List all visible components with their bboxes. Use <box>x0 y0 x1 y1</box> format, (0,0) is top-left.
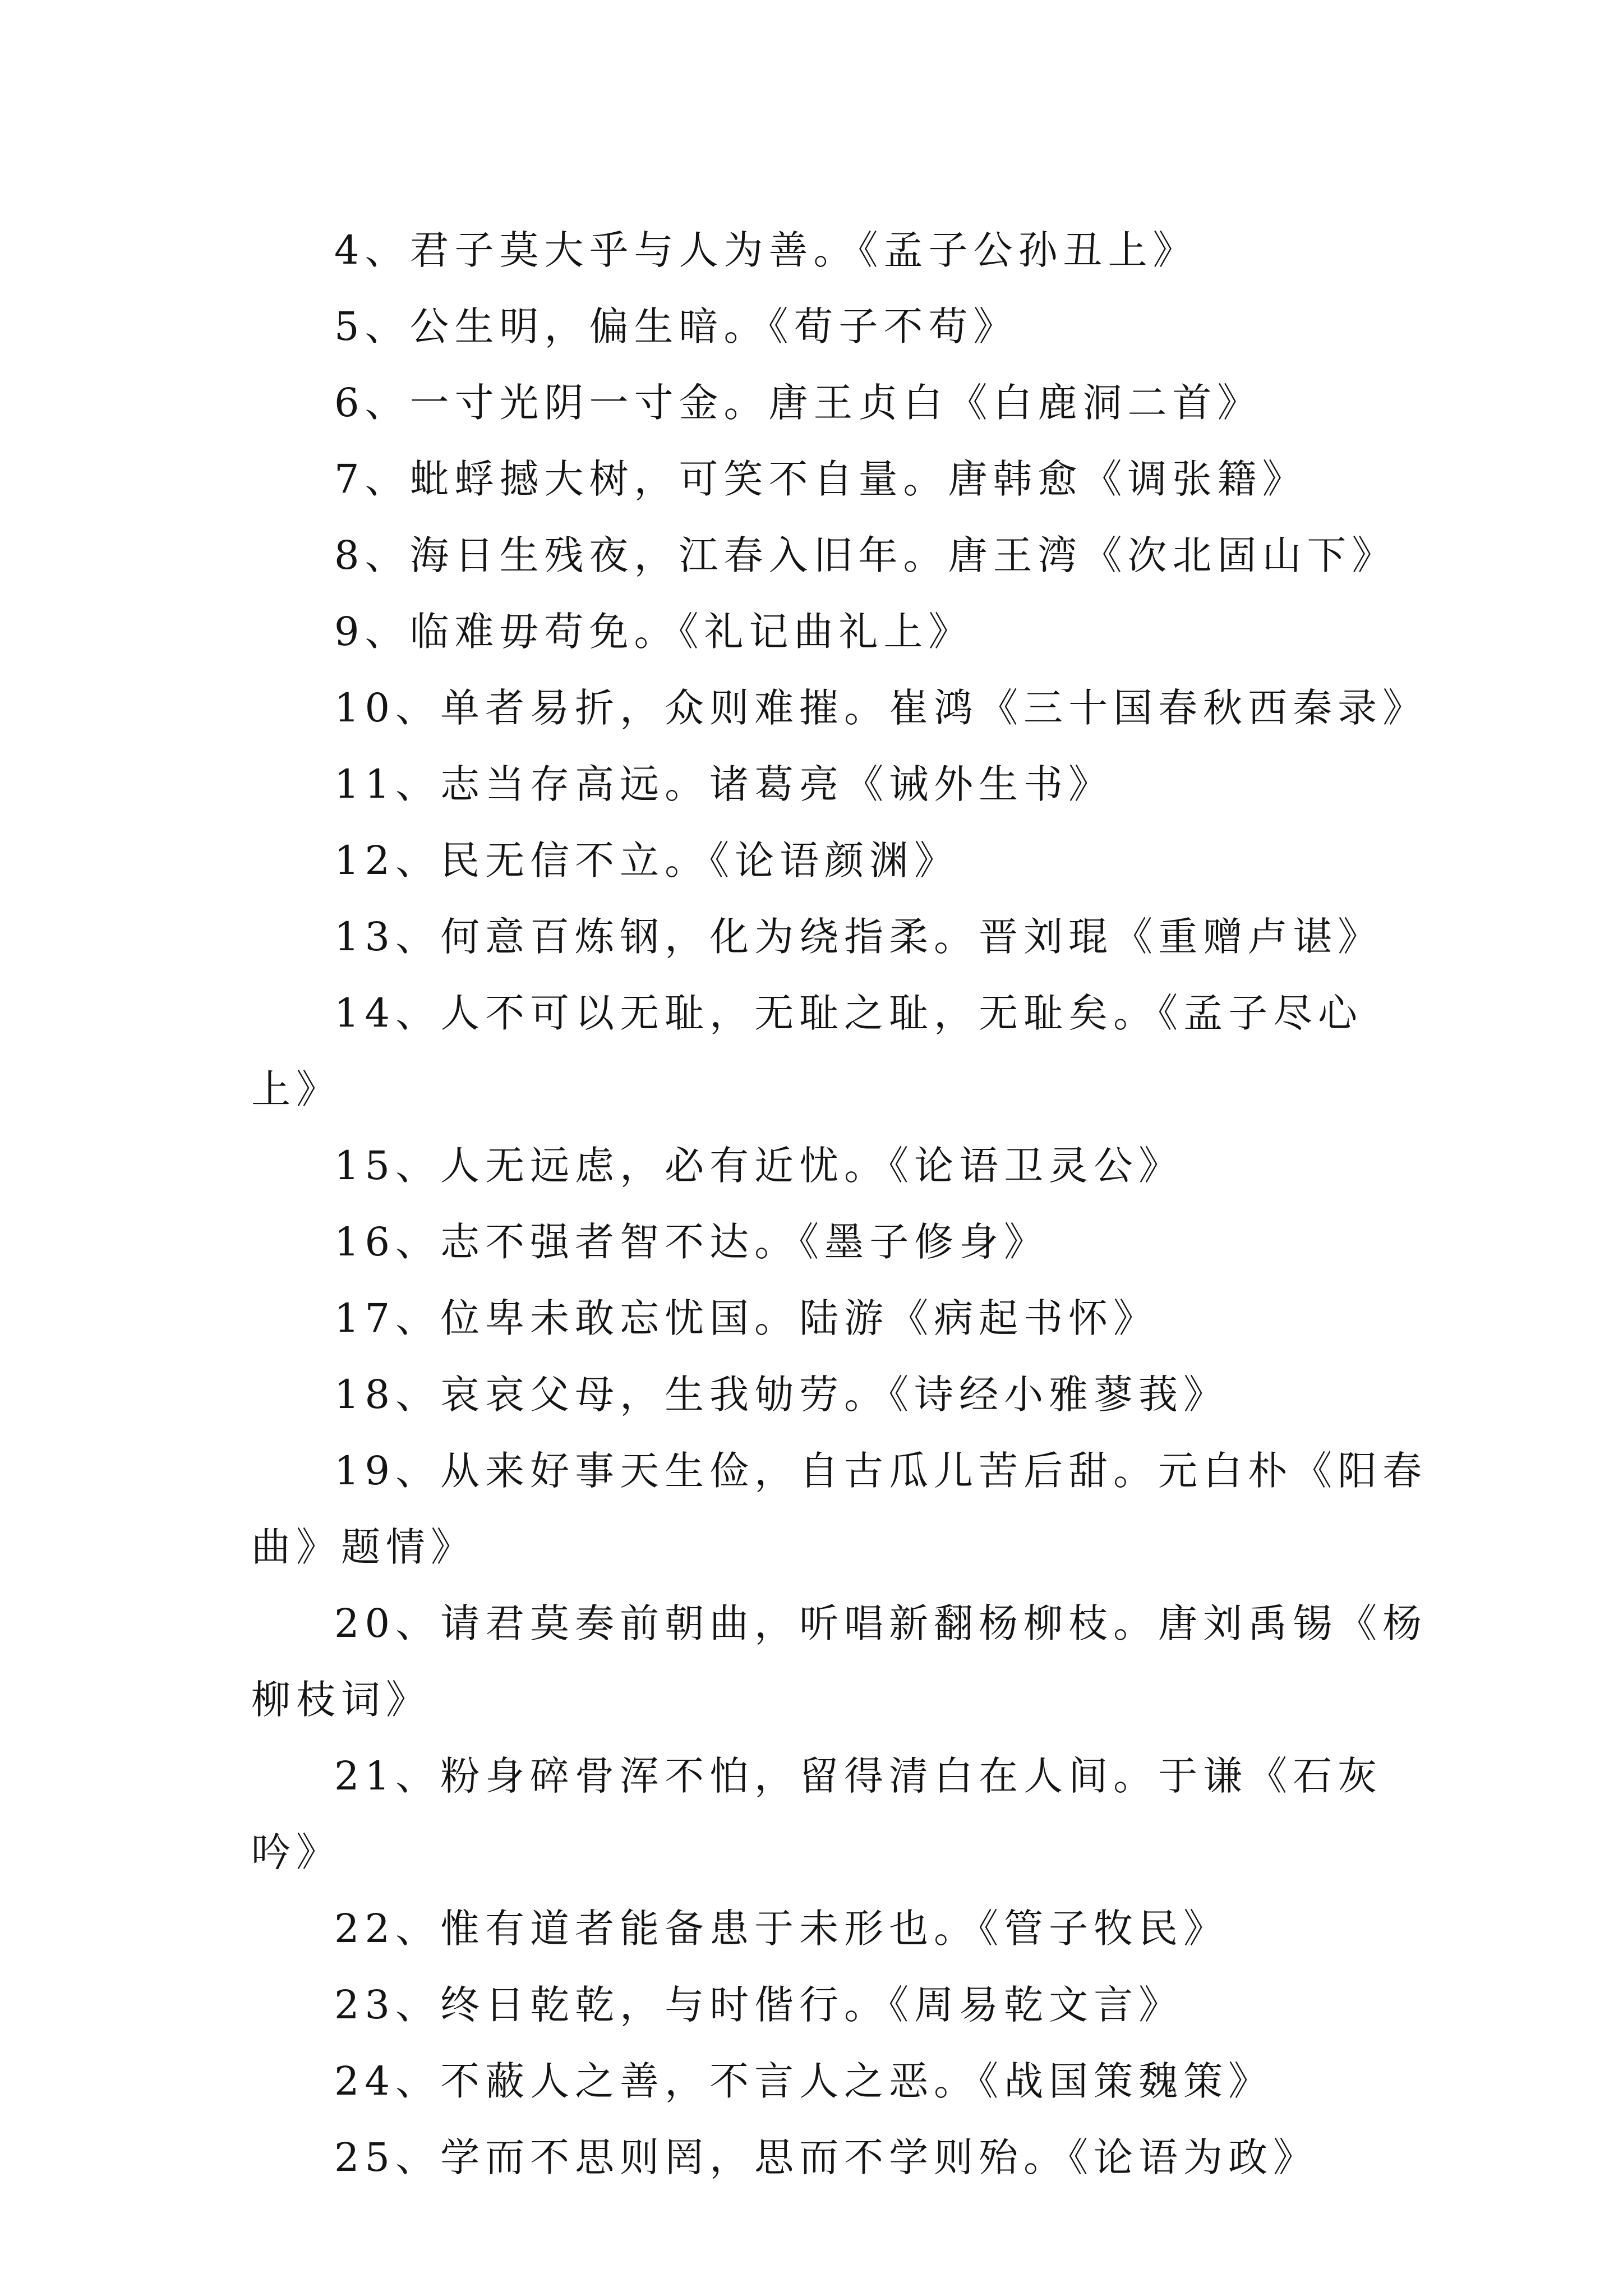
quote-item: 19、从来好事天生俭，自古瓜儿苦后甜。元白朴《阳春曲》题情》 <box>251 1448 1428 1570</box>
quote-item: 17、位卑未敢忘忧国。陆游《病起书怀》 <box>334 1295 1159 1341</box>
quote-item: 6、一寸光阴一寸金。唐王贞白《白鹿洞二首》 <box>334 380 1262 426</box>
quote-item: 13、何意百炼钢，化为绕指柔。晋刘琨《重赠卢谌》 <box>334 914 1383 960</box>
quote-item: 8、海日生残夜，江春入旧年。唐王湾《次北固山下》 <box>334 532 1397 578</box>
quote-item: 25、学而不思则罔，思而不学则殆。《论语为政》 <box>334 2134 1318 2180</box>
quote-item: 20、请君莫奏前朝曲，听唱新翻杨柳枝。唐刘禹锡《杨柳枝词》 <box>251 1600 1428 1723</box>
quote-item: 21、粉身碎骨浑不怕，留得清白在人间。于谦《石灰吟》 <box>251 1753 1383 1875</box>
quote-item: 9、临难毋苟免。《礼记曲礼上》 <box>334 609 974 655</box>
quote-item: 14、人不可以无耻，无耻之耻，无耻矣。《孟子尽心上》 <box>251 990 1363 1112</box>
quote-item: 16、志不强者智不达。《墨子修身》 <box>334 1219 1049 1265</box>
quote-item: 12、民无信不立。《论语颜渊》 <box>334 838 960 884</box>
quote-item: 10、单者易折，众则难摧。崔鸿《三十国春秋西秦录》 <box>334 685 1428 731</box>
quote-item: 5、公生明，偏生暗。《荀子不苟》 <box>334 303 1018 349</box>
quote-item: 4、君子莫大乎与人为善。《孟子公孙丑上》 <box>334 227 1198 273</box>
quote-list <box>251 212 1429 2196</box>
quote-item: 23、终日乾乾，与时偕行。《周易乾文言》 <box>334 1982 1184 2028</box>
quote-item: 15、人无远虑，必有近忧。《论语卫灵公》 <box>334 1143 1184 1189</box>
quote-item: 22、惟有道者能备患于未形也。《管子牧民》 <box>334 1906 1229 1952</box>
quote-item: 18、哀哀父母，生我劬劳。《诗经小雅蓼莪》 <box>334 1372 1229 1418</box>
quote-item: 7、蚍蜉撼大树，可笑不自量。唐韩愈《调张籍》 <box>334 456 1307 502</box>
quote-item: 24、不蔽人之善，不言人之恶。《战国策魏策》 <box>334 2058 1274 2104</box>
quote-item: 11、志当存高远。诸葛亮《诫外生书》 <box>334 761 1114 807</box>
